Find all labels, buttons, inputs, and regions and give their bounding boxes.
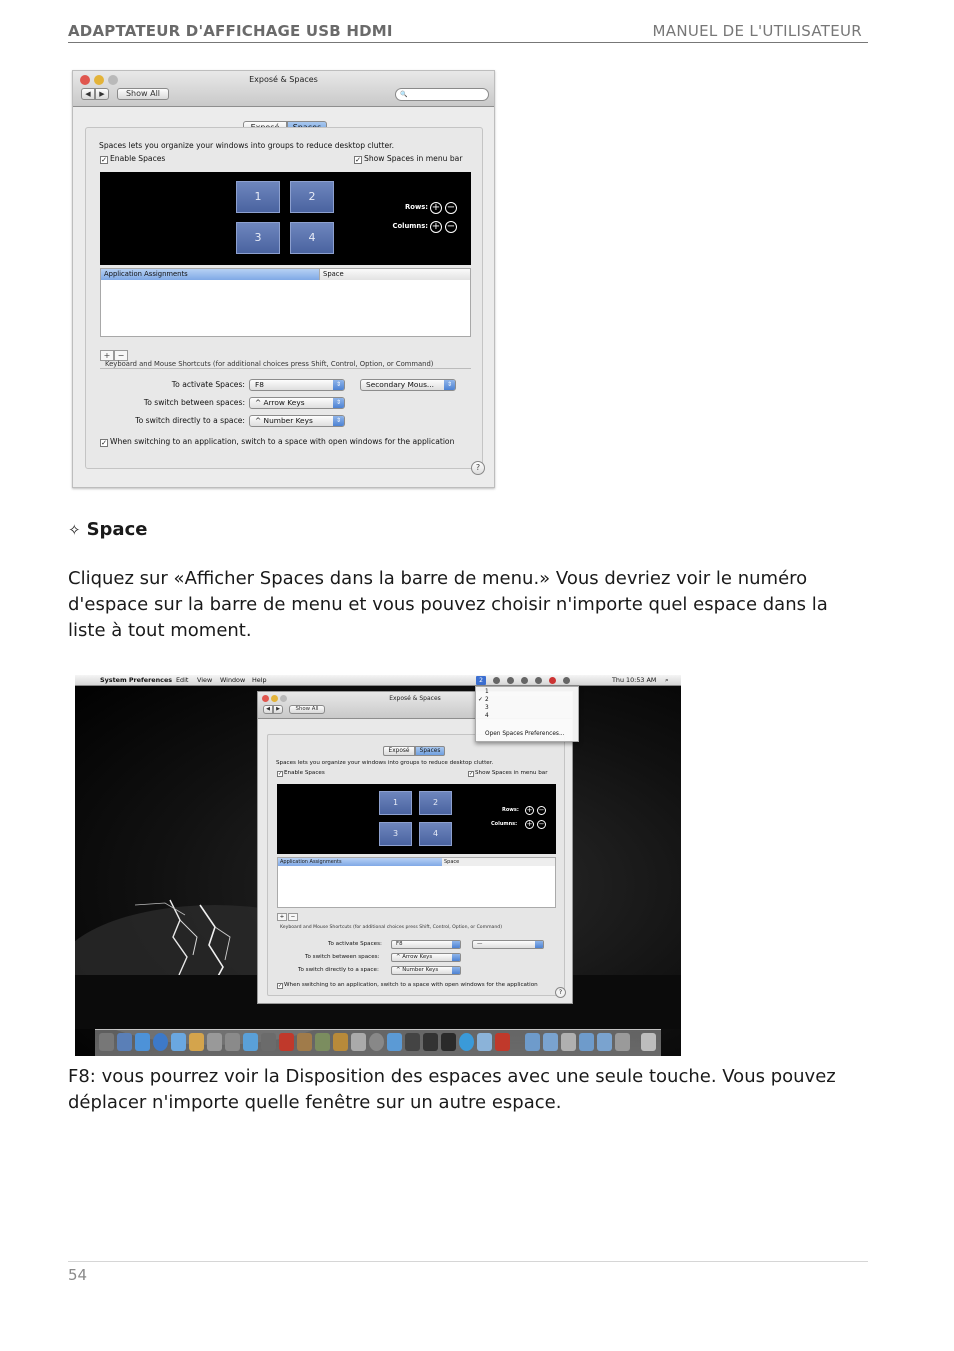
to-activate-popup[interactable] — [391, 940, 461, 949]
spaces-grid-preview — [100, 172, 471, 265]
activity-monitor-icon[interactable] — [423, 1033, 438, 1051]
show-all-button[interactable]: Show All — [117, 88, 169, 100]
forward-button[interactable]: ▶ — [273, 705, 283, 714]
enable-spaces-checkbox[interactable] — [277, 770, 325, 777]
switch-to-space-checkbox[interactable] — [100, 437, 454, 447]
spaces-menubar-indicator[interactable]: 2 — [476, 676, 486, 685]
footer-rule — [68, 1261, 868, 1262]
paragraph-f8: F8: vous pourrez voir la Disposition des espaces avec une seule touche. Vous pouvez déplacer n'importe quelle fenêtre sur un autre espace. — [68, 1066, 836, 1113]
utility-icon[interactable] — [477, 1033, 492, 1051]
safari-icon[interactable] — [153, 1033, 168, 1051]
space-tile-4[interactable]: 4 — [419, 822, 452, 846]
header-manual-title: MANUEL DE L'UTILISATEUR — [652, 22, 862, 40]
show-in-menubar-checkbox[interactable] — [468, 770, 548, 777]
time-machine-dock-icon[interactable] — [351, 1033, 366, 1051]
preview-icon[interactable] — [225, 1033, 240, 1051]
magnifier-icon: 🔍 — [400, 91, 408, 98]
desktop-spaces-menu-screenshot — [75, 675, 681, 1056]
space-tile-1[interactable]: 1 — [379, 791, 412, 815]
popup-arrows-icon: ⇕ — [333, 380, 344, 390]
rows-label: Rows: — [405, 203, 428, 211]
menubar-clock[interactable]: Thu 10:53 AM — [612, 676, 657, 684]
space-tile-4[interactable]: 4 — [290, 222, 334, 254]
to-switch-direct-popup[interactable] — [391, 966, 461, 975]
to-activate-label: To activate Spaces: — [171, 380, 245, 389]
downloads-stack-icon[interactable] — [561, 1033, 576, 1051]
battery-icon[interactable] — [563, 677, 570, 684]
to-switch-direct-value: ^ Number Keys — [255, 416, 313, 425]
enable-spaces-label: Enable Spaces — [110, 154, 166, 163]
open-spaces-preferences-item[interactable]: Open Spaces Preferences... — [485, 731, 565, 737]
spaces-description: Spaces lets you organize your windows into groups to reduce desktop clutter. — [276, 760, 494, 766]
checkbox-check-icon: ✓ — [101, 439, 107, 447]
to-switch-direct-label: To switch directly to a space: — [298, 967, 379, 973]
space-tile-3[interactable]: 3 — [379, 822, 412, 846]
space-tile-2[interactable]: 2 — [290, 181, 334, 213]
switch-to-space-label: When switching to an application, switch to a space with open windows for the application — [284, 982, 538, 988]
spaces-menu-item-3[interactable]: 3 — [485, 705, 489, 711]
section-heading — [68, 519, 147, 540]
shortcuts-group — [100, 368, 471, 431]
volume-icon[interactable] — [535, 677, 542, 684]
secondary-mouse-value: Secondary Mous... — [366, 380, 434, 389]
expose-spaces-screenshot — [72, 70, 495, 488]
search-input[interactable] — [395, 88, 489, 101]
garageband-icon[interactable] — [315, 1033, 330, 1051]
add-assignment-button[interactable]: + — [277, 913, 287, 921]
menu-window[interactable]: Window — [220, 676, 246, 684]
spotlight-icon[interactable]: ⌕ — [665, 676, 669, 684]
documents-folder-icon[interactable] — [543, 1033, 558, 1051]
to-switch-direct-label: To switch directly to a space: — [135, 416, 245, 425]
remove-assignment-button[interactable]: − — [114, 350, 128, 361]
column-header-space[interactable]: Space — [442, 858, 555, 866]
table-add-remove-bar — [100, 343, 130, 360]
columns-label: Columns: — [491, 821, 518, 827]
imovie-icon[interactable] — [297, 1033, 312, 1051]
add-column-plus-icon[interactable]: + — [526, 820, 533, 828]
checkbox-check-icon: ✓ — [101, 156, 107, 164]
secondary-mouse-popup[interactable] — [472, 940, 544, 949]
spaces-menu-item-1[interactable]: 1 — [485, 689, 489, 695]
forward-button[interactable]: ▶ — [95, 88, 109, 100]
checkbox-check-icon: ✓ — [469, 771, 474, 777]
enable-spaces-label: Enable Spaces — [284, 770, 325, 776]
terminal-icon[interactable] — [405, 1033, 420, 1051]
paragraph-show-spaces: Cliquez sur «Afficher Spaces dans la barre de menu.» Vous devriez voir le numéro d'espace sur la barre de menu et vous pouvez choisir n'importe quel espace dans la liste à tout moment. — [68, 568, 828, 641]
iphoto-icon[interactable] — [261, 1033, 276, 1051]
remove-column-minus-icon[interactable]: − — [446, 221, 456, 232]
to-switch-value: ^ Arrow Keys — [396, 954, 433, 960]
checkbox-check-icon: ✓ — [355, 156, 361, 164]
popup-arrows-icon — [535, 941, 543, 948]
window-title: Exposé & Spaces — [389, 695, 441, 702]
system-preferences-dock-icon[interactable] — [369, 1033, 384, 1051]
popup-arrows-icon: ⇕ — [333, 416, 344, 426]
spaces-menu-item-2[interactable]: 2 — [485, 697, 489, 703]
flashget-icon[interactable] — [495, 1033, 510, 1051]
help-button[interactable]: ? — [471, 461, 485, 475]
page-number: 54 — [68, 1266, 88, 1284]
column-header-application[interactable]: Application Assignments — [278, 858, 442, 866]
spaces-menu-item-4[interactable]: 4 — [485, 713, 489, 719]
spaces-dropdown-menu — [475, 686, 579, 742]
running-header — [68, 20, 868, 43]
to-switch-direct-value: ^ Number Keys — [396, 967, 439, 973]
popup-arrows-icon — [452, 954, 460, 961]
secondary-mouse-popup[interactable] — [360, 379, 456, 391]
iweb-icon[interactable] — [333, 1033, 348, 1051]
show-in-menubar-label: Show Spaces in menu bar — [364, 154, 463, 163]
add-row-plus-icon[interactable]: + — [526, 806, 533, 814]
menu-system-preferences[interactable]: System Preferences — [100, 676, 173, 684]
popup-arrows-icon — [452, 967, 460, 974]
to-switch-label: To switch between spaces: — [143, 398, 245, 407]
enable-spaces-checkbox[interactable] — [100, 154, 165, 164]
add-column-plus-icon[interactable]: + — [431, 221, 441, 232]
switch-to-space-label: When switching to an application, switch to a space with open windows for the application — [110, 437, 455, 446]
rows-label: Rows: — [502, 807, 519, 813]
menu-help[interactable]: Help — [252, 676, 267, 684]
ical-icon[interactable] — [207, 1033, 222, 1051]
dashboard-icon[interactable] — [117, 1033, 132, 1051]
time-machine-icon[interactable] — [493, 677, 500, 684]
header-product-title: ADAPTATEUR D'AFFICHAGE USB HDMI — [68, 22, 393, 40]
add-assignment-button[interactable]: + — [100, 350, 114, 361]
space-tile-2[interactable]: 2 — [419, 791, 452, 815]
section-title: Space — [86, 519, 148, 540]
to-switch-direct-popup[interactable] — [249, 415, 345, 427]
menu-check-icon: ✓ — [478, 697, 483, 703]
application-assignments-table[interactable] — [100, 268, 471, 337]
shortcuts-heading: Keyboard and Mouse Shortcuts (for additional choices press Shift, Control, Option, or Command) — [105, 360, 434, 368]
mail-icon[interactable] — [135, 1033, 150, 1051]
secondary-mouse-value: — — [477, 941, 483, 947]
skype-icon[interactable] — [459, 1033, 474, 1051]
dock — [95, 1029, 661, 1056]
switch-to-space-checkbox[interactable] — [277, 982, 538, 989]
show-in-menubar-checkbox[interactable] — [354, 154, 462, 164]
window-title: Exposé & Spaces — [249, 75, 318, 84]
window-titlebar — [73, 71, 494, 107]
remove-row-minus-icon[interactable]: − — [538, 806, 545, 814]
photo-booth-icon[interactable] — [279, 1033, 294, 1051]
console-icon[interactable] — [441, 1033, 456, 1051]
to-activate-popup[interactable] — [249, 379, 345, 391]
back-button[interactable]: ◀ — [81, 88, 95, 100]
spaces-description: Spaces lets you organize your windows into groups to reduce desktop clutter. — [99, 141, 394, 150]
tab-spaces[interactable]: Spaces — [415, 746, 445, 756]
checkbox-check-icon: ✓ — [278, 771, 283, 777]
macos-menu-bar — [75, 675, 681, 686]
space-tile-3[interactable]: 3 — [236, 222, 280, 254]
wifi-icon[interactable] — [521, 677, 528, 684]
tab-expose[interactable]: Exposé — [383, 746, 415, 756]
folder-icon[interactable] — [615, 1033, 630, 1051]
column-header-space[interactable]: Space — [319, 269, 470, 280]
bluetooth-icon[interactable] — [507, 677, 514, 684]
app-store-icon[interactable] — [387, 1033, 402, 1051]
folder-icon[interactable] — [579, 1033, 594, 1051]
remove-assignment-button[interactable]: − — [288, 913, 298, 921]
checkbox-check-icon: ✓ — [278, 983, 283, 989]
to-switch-popup[interactable] — [391, 953, 461, 962]
remove-column-minus-icon[interactable]: − — [538, 820, 545, 828]
space-tile-1[interactable]: 1 — [236, 181, 280, 213]
show-all-button[interactable]: Show All — [289, 705, 325, 714]
popup-arrows-icon — [452, 941, 460, 948]
to-switch-popup[interactable] — [249, 397, 345, 409]
finder-icon[interactable] — [99, 1033, 114, 1051]
menu-view[interactable]: View — [197, 676, 213, 684]
help-button[interactable]: ? — [555, 987, 566, 998]
shortcuts-heading: Keyboard and Mouse Shortcuts (for additional choices press Shift, Control, Option, or Command) — [280, 925, 502, 930]
to-switch-value: ^ Arrow Keys — [255, 398, 305, 407]
application-assignments-table[interactable] — [277, 857, 556, 908]
ichat-icon[interactable] — [171, 1033, 186, 1051]
to-activate-value: F8 — [396, 941, 403, 947]
remove-row-minus-icon[interactable]: − — [446, 202, 456, 213]
sparkle-bullet-icon: ✧ — [68, 521, 81, 539]
back-button[interactable]: ◀ — [263, 705, 273, 714]
itunes-icon[interactable] — [243, 1033, 258, 1051]
to-activate-label: To activate Spaces: — [328, 941, 382, 947]
popup-arrows-icon: ⇕ — [444, 380, 455, 390]
column-header-application[interactable]: Application Assignments — [101, 269, 319, 280]
popup-arrows-icon: ⇕ — [333, 398, 344, 408]
folder-icon[interactable] — [597, 1033, 612, 1051]
menu-edit[interactable]: Edit — [176, 676, 189, 684]
columns-label: Columns: — [392, 222, 428, 230]
add-row-plus-icon[interactable]: + — [431, 202, 441, 213]
show-in-menubar-label: Show Spaces in menu bar — [475, 770, 548, 776]
trash-icon[interactable] — [641, 1033, 656, 1051]
applications-folder-icon[interactable] — [525, 1033, 540, 1051]
spaces-grid-preview — [277, 784, 556, 854]
to-activate-value: F8 — [255, 380, 264, 389]
address-book-icon[interactable] — [189, 1033, 204, 1051]
flag-icon[interactable] — [549, 677, 556, 684]
to-switch-label: To switch between spaces: — [305, 954, 380, 960]
